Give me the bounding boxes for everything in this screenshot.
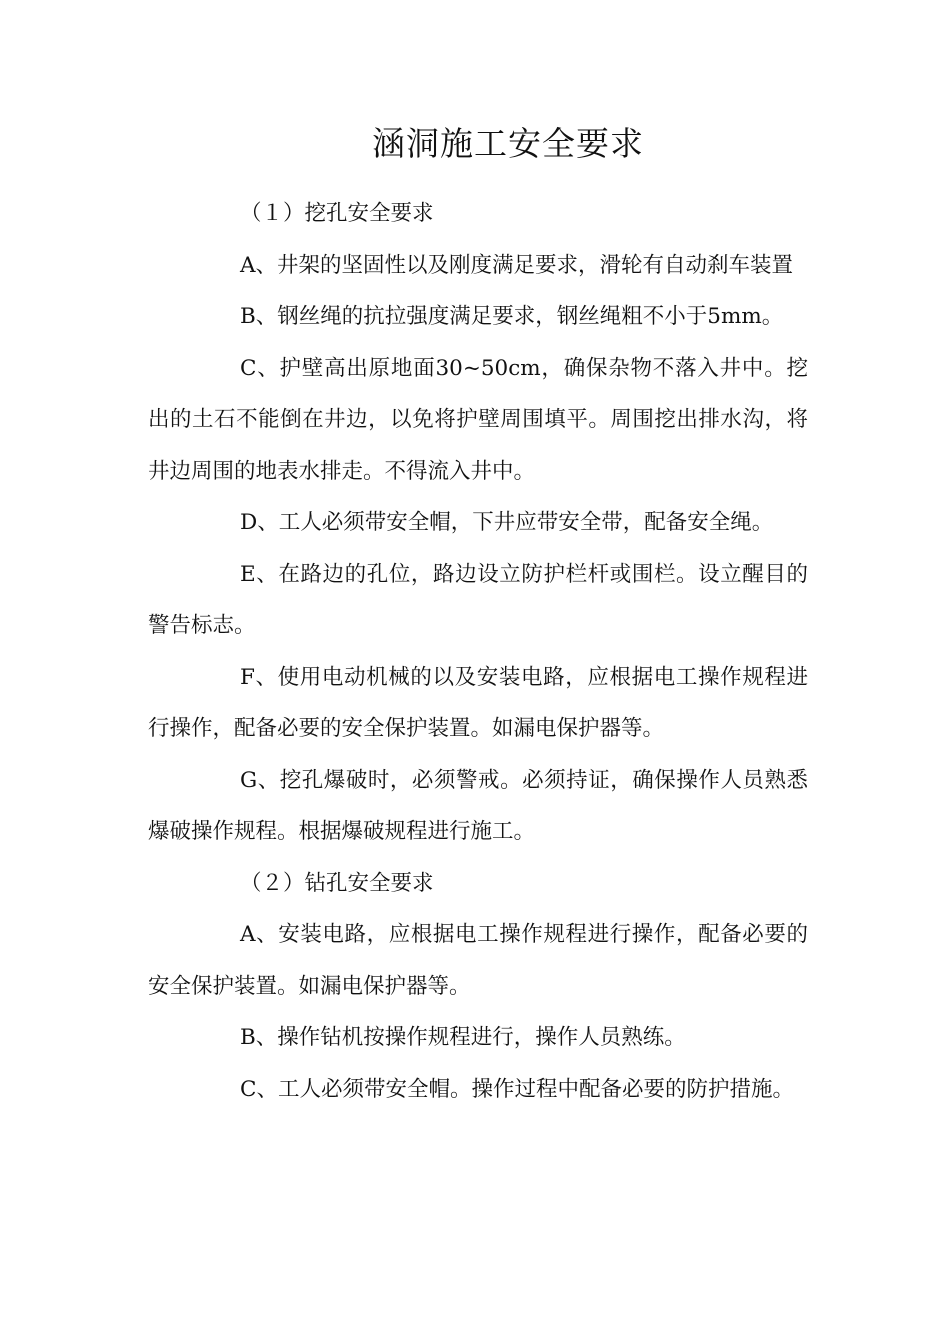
paragraph-digging-c: C、护壁高出原地面30~50cm，确保杂物不落入井中。挖出的土石不能倒在井边，以免将护壁周围填平。周围挖出排水沟，将井边周围的地表水排走。不得流入井中。	[148, 355, 808, 484]
paragraph-drilling-b: B、操作钻机按操作规程进行，操作人员熟练。	[240, 1025, 686, 1050]
paragraph-digging-e: E、在路边的孔位，路边设立防护栏杆或围栏。设立醒目的警告标志。	[148, 561, 808, 638]
paragraph-digging-d: D、工人必须带安全帽，下井应带安全带，配备安全绳。	[240, 510, 774, 535]
paragraph-drilling-a: A、安装电路，应根据电工操作规程进行操作，配备必要的安全保护装置。如漏电保护器等。	[148, 922, 808, 999]
section-heading-drilling: （２）钻孔安全要求	[240, 870, 434, 896]
paragraph-digging-a: A、井架的坚固性以及刚度满足要求，滑轮有自动刹车装置	[240, 252, 794, 278]
paragraph-digging-b: B、钢丝绳的抗拉强度满足要求，钢丝绳粗不小于5mm。	[240, 304, 784, 329]
paragraph-drilling-c: C、工人必须带安全帽。操作过程中配备必要的防护措施。	[240, 1076, 794, 1102]
document-body	[148, 188, 808, 1115]
section-heading-digging: （１）挖孔安全要求	[240, 201, 434, 226]
paragraph-digging-f: F、使用电动机械的以及安装电路，应根据电工操作规程进行操作，配备必要的安全保护装置。如漏电保护器等。	[148, 664, 808, 741]
paragraph-digging-g: G、挖孔爆破时，必须警戒。必须持证，确保操作人员熟悉爆破操作规程。根据爆破规程进行施工。	[148, 767, 808, 844]
document-title: 涵洞施工安全要求	[372, 124, 644, 163]
